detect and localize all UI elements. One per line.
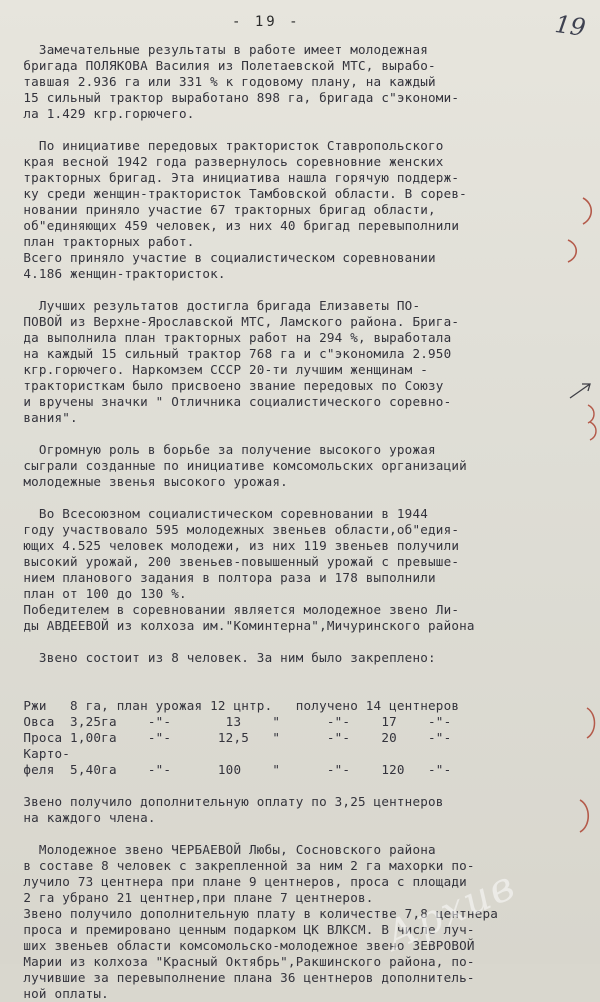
line-09: тракторных бригад. Эта инициатива нашла горячую поддерж- <box>0 170 460 185</box>
line-51: Молодежное звено ЧЕРБАЕВОЙ Любы, Сосновского района <box>0 842 436 857</box>
line-34: нием планового задания в полтора раза и 178 выполнили <box>0 570 436 585</box>
line-39: Звено состоит из 8 человек. За ним было закреплено: <box>0 650 436 665</box>
line-08: края весной 1942 года развернулось соревновние женских <box>0 154 444 169</box>
line-15: 4.186 женщин-трактористок. <box>0 266 226 281</box>
line-12: об"единяющих 459 человек, из них 40 бригад перевыполнили <box>0 218 460 233</box>
line-42: Ржи 8 га, план урожая 12 цнтр. получено 14 центнеров <box>0 698 460 713</box>
line-11: новании приняло участие 67 тракторных бригад области, <box>0 202 436 217</box>
line-55: Звено получило дополнительную плату в количестве 7,8 центнера <box>0 906 499 921</box>
line-07: По инициативе передовых трактористок Ставропольского <box>0 138 444 153</box>
line-60: ной оплаты. <box>0 986 109 1001</box>
line-14: Всего приняло участие в социалистическом соревновании <box>0 250 436 265</box>
line-04: 15 сильный трактор выработано 898 га, бригада с"экономи- <box>0 90 460 105</box>
line-49: на каждого члена. <box>0 810 156 825</box>
line-31: году участвовало 595 молодежных звеньев области,об"едия- <box>0 522 460 537</box>
archive-watermark: Архив <box>378 862 523 960</box>
line-59: лучившие за перевыполнение плана 36 центнеров дополнитель- <box>0 970 475 985</box>
line-36: Победителем в соревновании является молодежное звено Ли- <box>0 602 460 617</box>
margin-bracket-mark-6 <box>577 798 593 834</box>
line-53: лучило 73 центнера при плане 9 центнеров, проса с площади <box>0 874 467 889</box>
line-35: план от 100 до 130 %. <box>0 586 187 601</box>
line-19: да выполнила план тракторных работ на 294 %, выработала <box>0 330 452 345</box>
line-33: высокий урожай, 200 звеньев-повышенный урожай с превыше- <box>0 554 460 569</box>
line-28: молодежные звенья высокого урожая. <box>0 474 288 489</box>
line-45: Карто- <box>0 746 71 761</box>
line-26: Огромную роль в борьбе за получение высокого урожая <box>0 442 436 457</box>
line-18: ПОВОЙ из Верхне-Ярославской МТС, Ламского района. Брига- <box>0 314 460 329</box>
page-number: - 19 - <box>232 14 301 30</box>
line-27: сыграли созданные по инициативе комсомольских организаций <box>0 458 467 473</box>
line-46: феля 5,40га -"- 100 " -"- 120 -"- <box>0 762 452 777</box>
line-22: трактористкам было присвоено звание передовых по Союзу <box>0 378 444 393</box>
line-30: Во Всесоюзном социалистическом соревновании в 1944 <box>0 506 429 521</box>
margin-arrow-mark <box>568 380 594 402</box>
margin-bracket-mark-1 <box>580 196 596 226</box>
line-13: план тракторных работ. <box>0 234 195 249</box>
line-43: Овса 3,25га -"- 13 " -"- 17 -"- <box>0 714 452 729</box>
margin-bracket-mark-5 <box>585 706 599 740</box>
line-03: тавшая 2.936 га или 331 % к годовому плану, на каждый <box>0 74 436 89</box>
line-02: бригада ПОЛЯКОВА Василия из Полетаевской МТС, вырабо- <box>0 58 436 73</box>
line-58: Марии из колхоза "Красный Октябрь",Ракшинского района, по- <box>0 954 475 969</box>
line-01: Замечательные результаты в работе имеет молодежная <box>0 42 429 57</box>
handwritten-page-number: 19 <box>553 10 588 42</box>
line-17: Лучших результатов достигла бригада Елизаветы ПО- <box>0 298 421 313</box>
line-44: Проса 1,00га -"- 12,5 " -"- 20 -"- <box>0 730 452 745</box>
line-32: ющих 4.525 человек молодежи, из них 119 звеньев получили <box>0 538 460 553</box>
line-48: Звено получило дополнительную оплату по 3,25 центнеров <box>0 794 444 809</box>
line-37: ды АВДЕЕВОЙ из колхоза им."Коминтерна",Мичуринского района <box>0 618 475 633</box>
line-21: кгр.горючего. Наркомзем СССР 20-ти лучшим женщинам - <box>0 362 429 377</box>
line-24: вания". <box>0 410 78 425</box>
line-57: ших звеньев области комсомольско-молодежное звено ЗЕВРОВОЙ <box>0 938 475 953</box>
line-20: на каждый 15 сильный трактор 768 га и с"экономила 2.950 <box>0 346 452 361</box>
line-23: и вручены значки " Отличника социалистического соревно- <box>0 394 452 409</box>
line-52: в составе 8 человек с закрепленной за ним 2 га махорки по- <box>0 858 475 873</box>
margin-bracket-mark-2 <box>565 238 581 264</box>
line-10: ку среди женщин-трактористок Тамбовской области. В сорев- <box>0 186 467 201</box>
line-54: 2 га убрано 21 центнер,при плане 7 центнеров. <box>0 890 374 905</box>
line-05: ла 1.429 кгр.горючего. <box>0 106 195 121</box>
margin-bracket-mark-4 <box>588 420 600 442</box>
line-56: проса и премировано ценным подарком ЦК ВЛКСМ. В числе луч- <box>0 922 475 937</box>
